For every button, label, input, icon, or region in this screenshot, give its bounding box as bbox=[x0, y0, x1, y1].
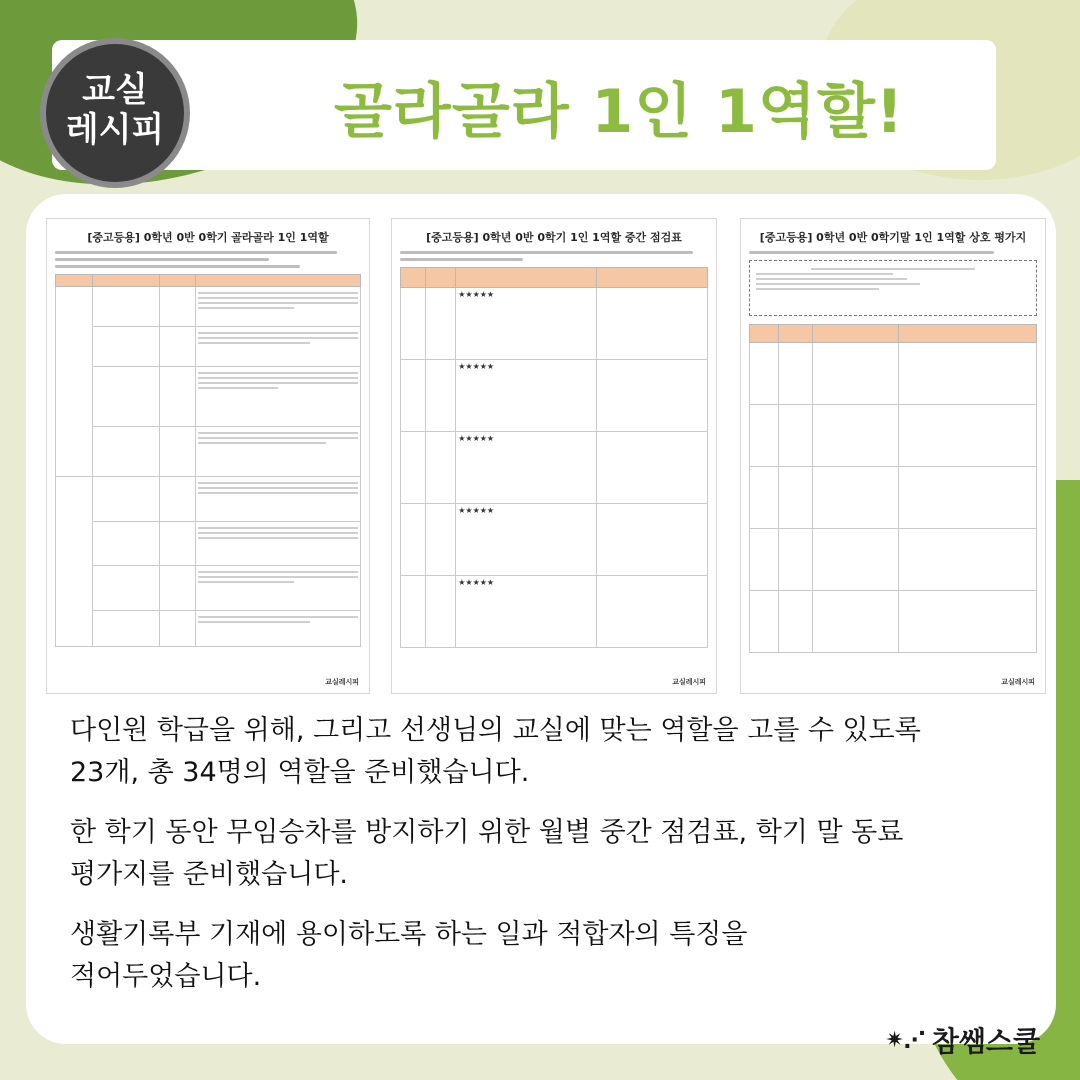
content-card bbox=[26, 194, 1056, 1044]
brand-name: 참쌤스쿨 bbox=[931, 1025, 1040, 1058]
logo-line1: 교실 bbox=[82, 70, 148, 110]
logo bbox=[40, 38, 190, 188]
preview-footer: 교실레시피 bbox=[672, 678, 706, 686]
brand-logo bbox=[885, 1020, 1040, 1060]
title-bar bbox=[52, 40, 996, 170]
preview-role-sheet bbox=[46, 218, 370, 694]
preview-title: [중고등용] 0학년 0반 0학기 골라골라 1인 1역할 bbox=[87, 231, 329, 244]
preview-footer: 교실레시피 bbox=[325, 678, 359, 686]
paragraph-line: 생활기록부 기재에 용이하도록 하는 일과 적합자의 특징을 bbox=[70, 919, 748, 950]
paragraph-roles bbox=[70, 710, 1030, 794]
preview-midterm-checklist: [중고등용] 0학년 0반 0학기 1인 1역할 중간 점검표 ★★★★★ ★★★★★ ★★★★★ ★★★★★ ★★★★★ 교실레시피 bbox=[391, 218, 717, 694]
paragraph-records bbox=[70, 914, 1030, 998]
preview-footer: 교실레시피 bbox=[1001, 678, 1035, 686]
document-previews bbox=[46, 218, 1036, 694]
paragraph-line: 평가지를 준비했습니다. bbox=[70, 859, 348, 890]
paragraph-checklist bbox=[70, 812, 1030, 896]
paragraph-line: 적어두었습니다. bbox=[70, 961, 262, 992]
preview-title: [중고등용] 0학년 0반 0학기말 1인 1역할 상호 평가지 bbox=[759, 231, 1027, 244]
paragraph-line: 23개, 총 34명의 역할을 준비했습니다. bbox=[70, 757, 530, 788]
paragraph-line: 다인원 학급을 위해, 그리고 선생님의 교실에 맞는 역할을 고를 수 있도록 bbox=[70, 715, 921, 746]
sparkle-icon: ✷⋰ bbox=[885, 1027, 926, 1053]
logo-line2: 레시피 bbox=[65, 110, 165, 150]
page-title: 골라골라 1인 1역할! bbox=[333, 77, 905, 147]
paragraph-line: 한 학기 동안 무임승차를 방지하기 위한 월별 중간 점검표, 학기 말 동료 bbox=[70, 817, 904, 848]
preview-peer-evaluation bbox=[740, 218, 1046, 694]
preview-title: [중고등용] 0학년 0반 0학기 1인 1역할 중간 점검표 bbox=[426, 231, 682, 244]
description bbox=[70, 710, 1030, 1016]
